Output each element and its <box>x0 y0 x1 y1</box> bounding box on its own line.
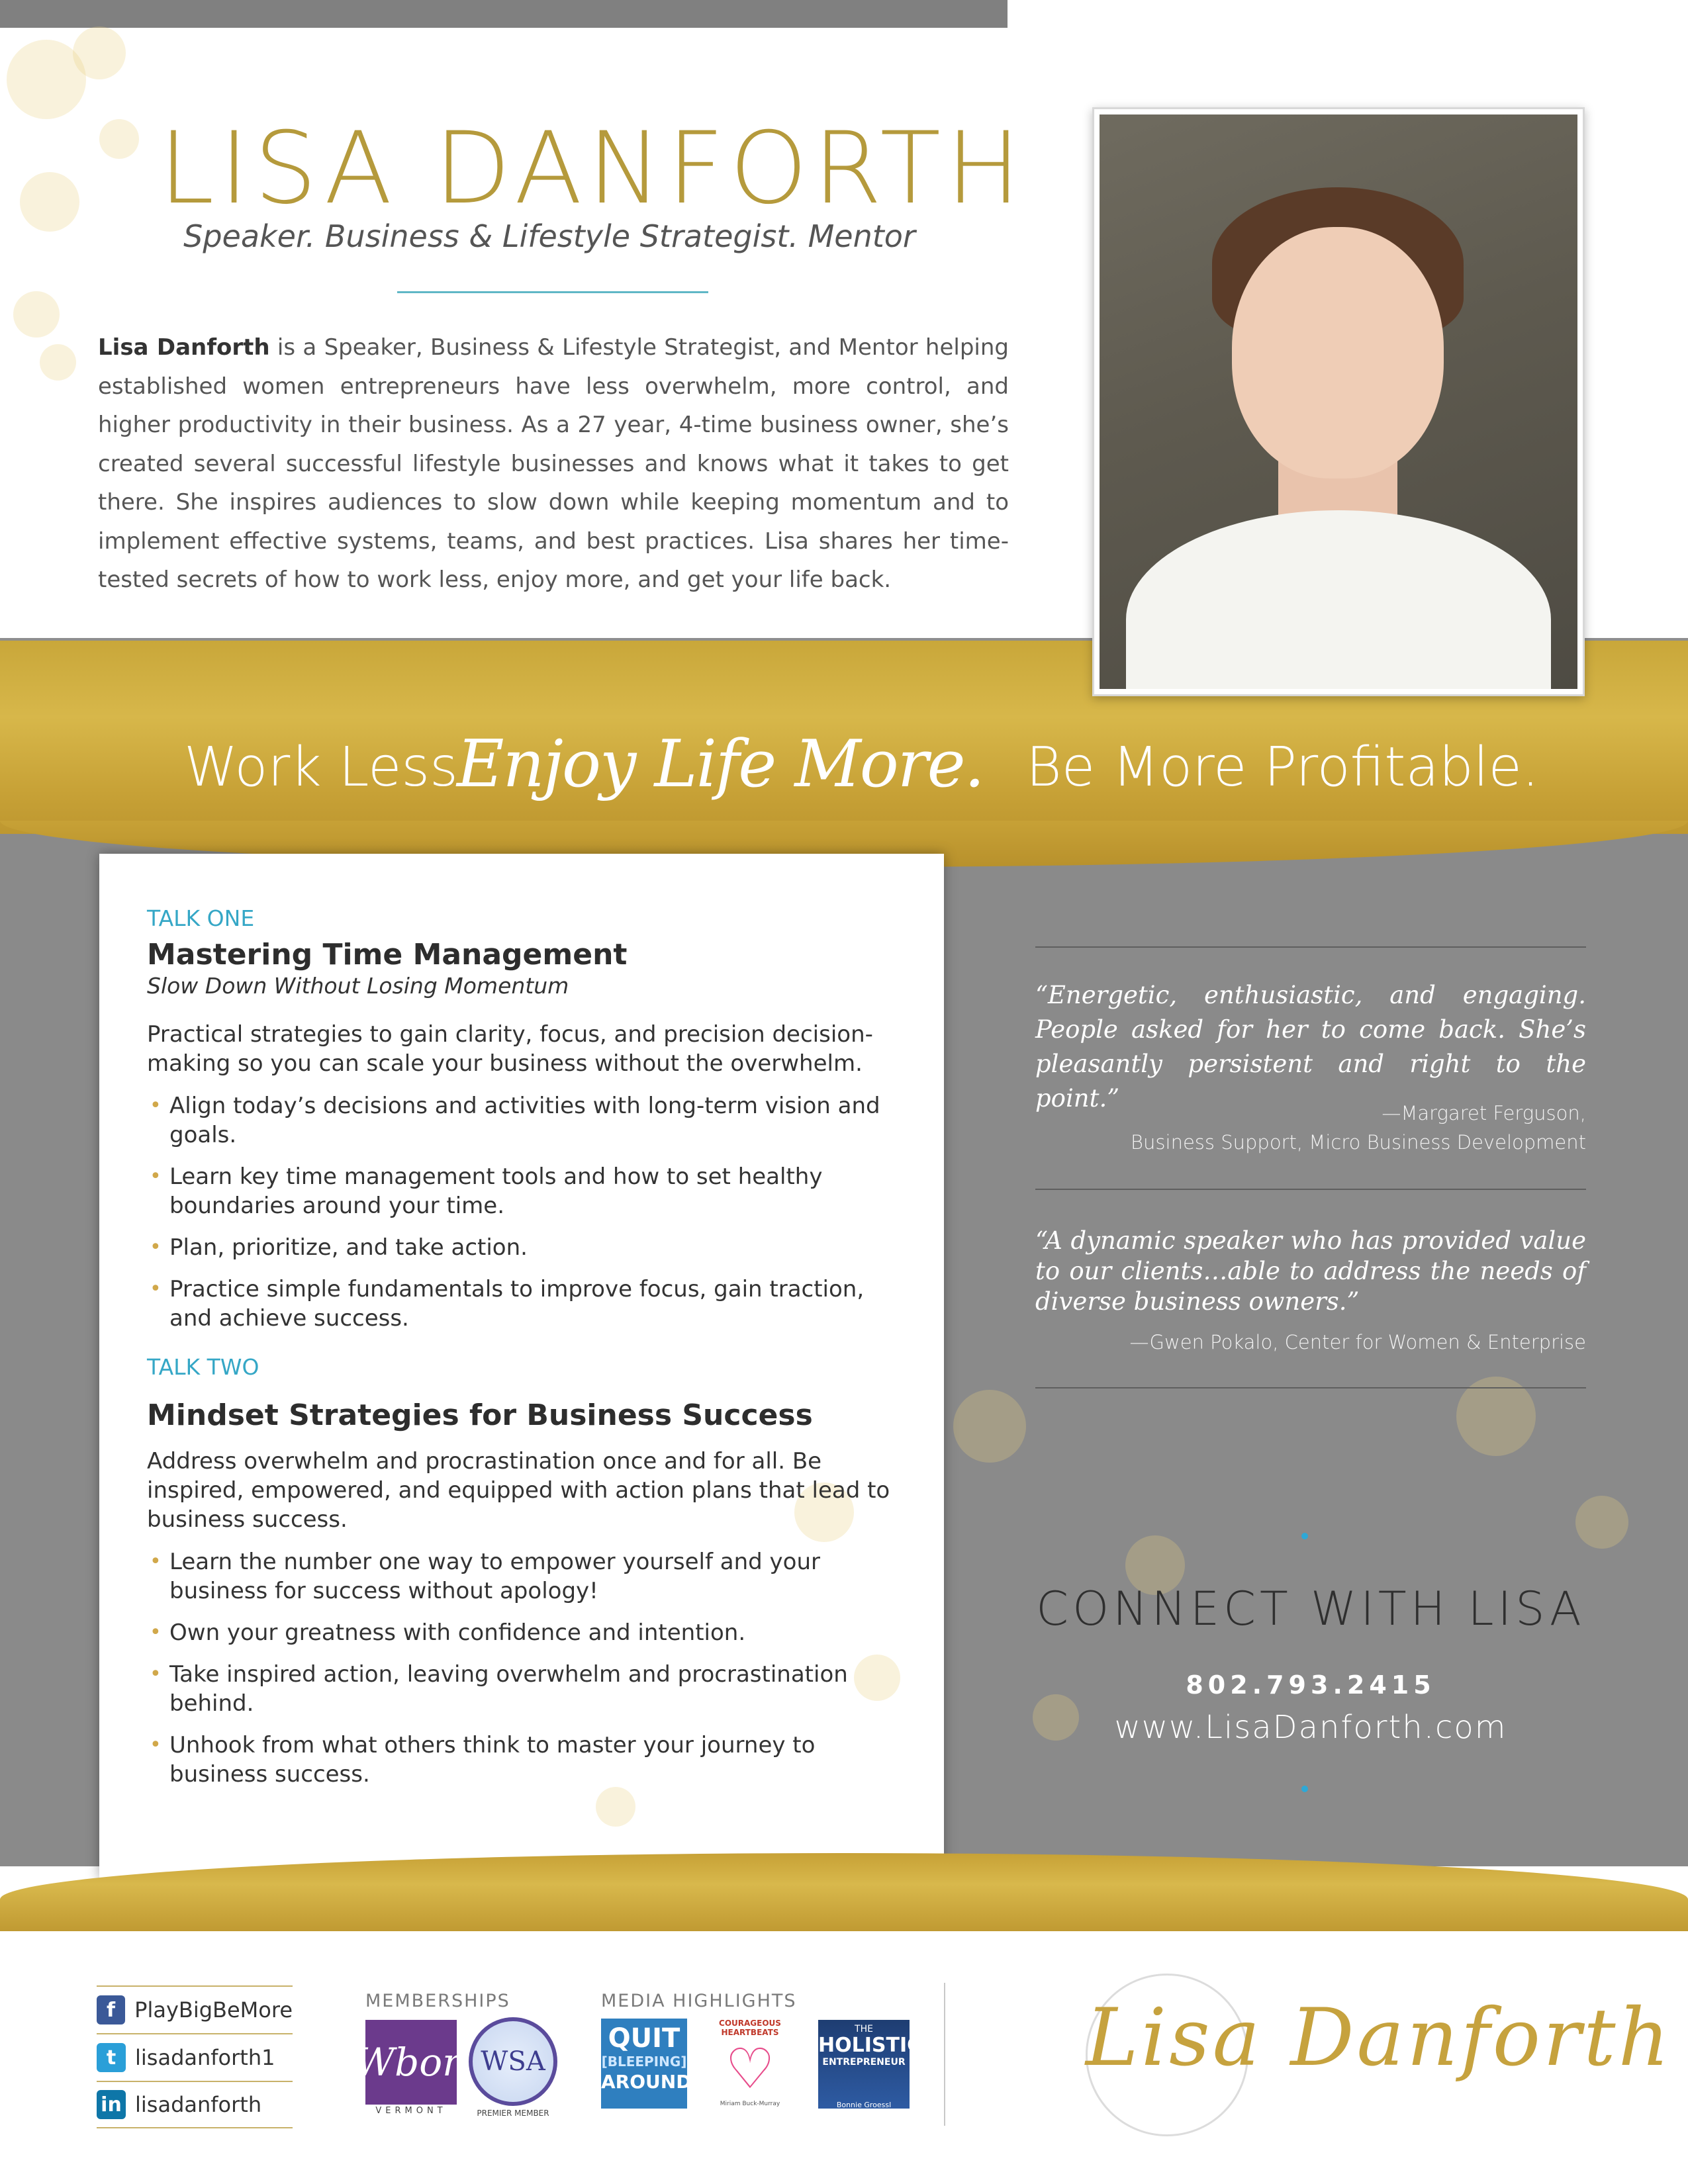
blossom-decoration <box>99 119 139 159</box>
quit-bleeping-around-logo <box>601 2019 692 2109</box>
social-twitter[interactable] <box>97 2033 293 2081</box>
list-item: • Unhook from what others think to master your journey to business success. <box>147 1731 902 1789</box>
testimonial-author-1 <box>1035 1099 1586 1157</box>
signature-logo: Lisa Danforth <box>1086 1992 1672 2084</box>
bio-text: is a Speaker, Business & Lifestyle Strategist, and Mentor helping established women entrepreneurs have less overwhelm, more control, and higher productivity in their business. As a 27 year, 4-time business owner, she’s created several successful lifestyle businesses and knows what it takes to get there. She inspires audiences to slow down while keeping momentum and to implement effective systems, teams, and best practices. Lisa shares her time-tested secrets of how to work less, enjoy more, and get your life back. <box>98 334 1009 593</box>
list-item: • Practice simple fundamentals to improve focus, gain traction, and achieve success. <box>147 1275 902 1333</box>
list-item: • Align today’s decisions and activities with long-term vision and goals. <box>147 1091 902 1150</box>
twitter-icon: t <box>97 2043 126 2072</box>
title-divider <box>397 291 708 293</box>
testimonial-divider <box>1035 946 1586 948</box>
slogan-part-3: Be More Profitable. <box>1026 736 1540 799</box>
twitter-handle: lisadanforth1 <box>135 2045 275 2070</box>
testimonial-divider <box>1035 1189 1586 1190</box>
quit-logo-line-2: [BLEEPING] <box>601 2054 687 2070</box>
testimonial-author-name: —Margaret Ferguson, <box>1382 1102 1586 1124</box>
list-item: • Learn the number one way to empower yourself and your business for success without apology! <box>147 1547 902 1606</box>
wbon-logo-subtitle: VERMONT <box>375 2106 447 2116</box>
blossom-decoration <box>13 291 60 338</box>
testimonial-author-2: —Gwen Pokalo, Center for Women & Enterprise <box>1129 1331 1586 1353</box>
testimonial-divider <box>1035 1387 1586 1388</box>
talk-one-bullets <box>147 1091 902 1333</box>
talk-two-title: Mindset Strategies for Business Success <box>147 1398 813 1432</box>
footer-divider <box>944 1983 945 2126</box>
list-item: • Own your greatness with confidence and intention. <box>147 1618 902 1647</box>
portrait-photo <box>1092 107 1585 696</box>
facebook-icon: f <box>97 1995 125 2025</box>
blossom-decoration <box>40 344 76 381</box>
talks-section <box>147 905 902 1801</box>
page-title: LISA DANFORTH <box>159 111 1026 226</box>
slogan-part-2: Enjoy Life More. <box>457 727 984 802</box>
testimonial-quote-2: “A dynamic speaker who has provided value to our clients…able to address the needs of diverse business owners.” <box>1035 1226 1586 1316</box>
talk-one-title: Mastering Time Management <box>147 938 628 972</box>
social-linkedin[interactable] <box>97 2081 293 2128</box>
quit-logo-line-3: AROUND <box>601 2071 692 2093</box>
heart-logo-author: Miriam Buck-Murray <box>720 2101 780 2107</box>
wsa-logo: WSA <box>469 2017 557 2106</box>
testimonial-author-org: Business Support, Micro Business Development <box>1131 1131 1586 1154</box>
heart-icon: ♡ <box>725 2038 775 2100</box>
blossom-decoration <box>1575 1496 1628 1549</box>
holistic-logo-the: THE <box>855 2024 873 2034</box>
list-item: • Take inspired action, leaving overwhelm and procrastination behind. <box>147 1660 902 1718</box>
blossom-decoration <box>953 1390 1026 1463</box>
talk-two <box>147 1354 902 1789</box>
bio-paragraph <box>98 328 1009 600</box>
list-item: • Learn key time management tools and how to set healthy boundaries around your time. <box>147 1162 902 1220</box>
facebook-handle: PlayBigBeMore <box>134 1997 293 2023</box>
slogan-banner <box>0 727 1688 819</box>
media-highlights-label: MEDIA HIGHLIGHTS <box>601 1991 797 2011</box>
holistic-logo-entrepreneur: ENTREPRENEUR <box>822 2057 906 2068</box>
talk-two-bullets <box>147 1547 902 1789</box>
testimonial-quote-1: “Energetic, enthusiastic, and engaging. People asked for her to come back. She’s pleasantly persistent and right to the point.” <box>1035 981 1586 1113</box>
talk-one-label: TALK ONE <box>147 905 255 931</box>
social-facebook[interactable] <box>97 1985 293 2033</box>
wsa-logo-subtitle: PREMIER MEMBER <box>477 2109 549 2118</box>
website-link[interactable]: www.LisaDanforth.com <box>1114 1709 1507 1746</box>
portrait-image <box>1100 114 1577 689</box>
talk-two-label: TALK TWO <box>147 1354 259 1380</box>
talk-two-description: Address overwhelm and procrastination once and for all. Be inspired, empowered, and equipped with action plans that lead to business success. <box>147 1448 890 1533</box>
heart-logo-title: COURAGEOUS HEARTBEATS <box>719 2019 781 2037</box>
talk-one-description: Practical strategies to gain clarity, focus, and precision decision-making so you can scale your business without the overwhelm. <box>147 1021 873 1077</box>
accent-dot <box>1301 1786 1308 1792</box>
blossom-decoration <box>73 26 126 79</box>
social-links <box>97 1985 293 2128</box>
page-subtitle: Speaker. Business & Lifestyle Strategist. Mentor <box>183 218 915 254</box>
talk-one-subtitle: Slow Down Without Losing Momentum <box>147 973 569 999</box>
top-grey-bar <box>0 0 1008 28</box>
wbon-logo: Wbon <box>365 2020 457 2105</box>
phone-number[interactable]: 802.793.2415 <box>1186 1670 1436 1700</box>
slogan-part-1: Work Less. <box>184 736 475 799</box>
memberships-label: MEMBERSHIPS <box>365 1991 510 2011</box>
blossom-decoration <box>20 172 79 232</box>
holistic-logo-author: Bonnie Groessl <box>836 2101 892 2109</box>
accent-dot <box>1301 1533 1308 1539</box>
talk-one <box>147 905 902 1333</box>
holistic-logo-word: HOLISTIC <box>818 2034 922 2057</box>
bio-lead-name: Lisa Danforth <box>98 334 270 361</box>
holistic-entrepreneur-logo <box>818 2020 922 2109</box>
quit-logo-line-1: QUIT <box>608 2023 680 2054</box>
connect-heading: CONNECT WITH LISA <box>1036 1582 1585 1636</box>
linkedin-icon: in <box>97 2090 126 2119</box>
linkedin-handle: lisadanforth <box>135 2092 262 2117</box>
blossom-decoration <box>1456 1377 1536 1456</box>
list-item: • Plan, prioritize, and take action. <box>147 1233 902 1262</box>
courageous-heartbeats-logo <box>707 2019 793 2109</box>
